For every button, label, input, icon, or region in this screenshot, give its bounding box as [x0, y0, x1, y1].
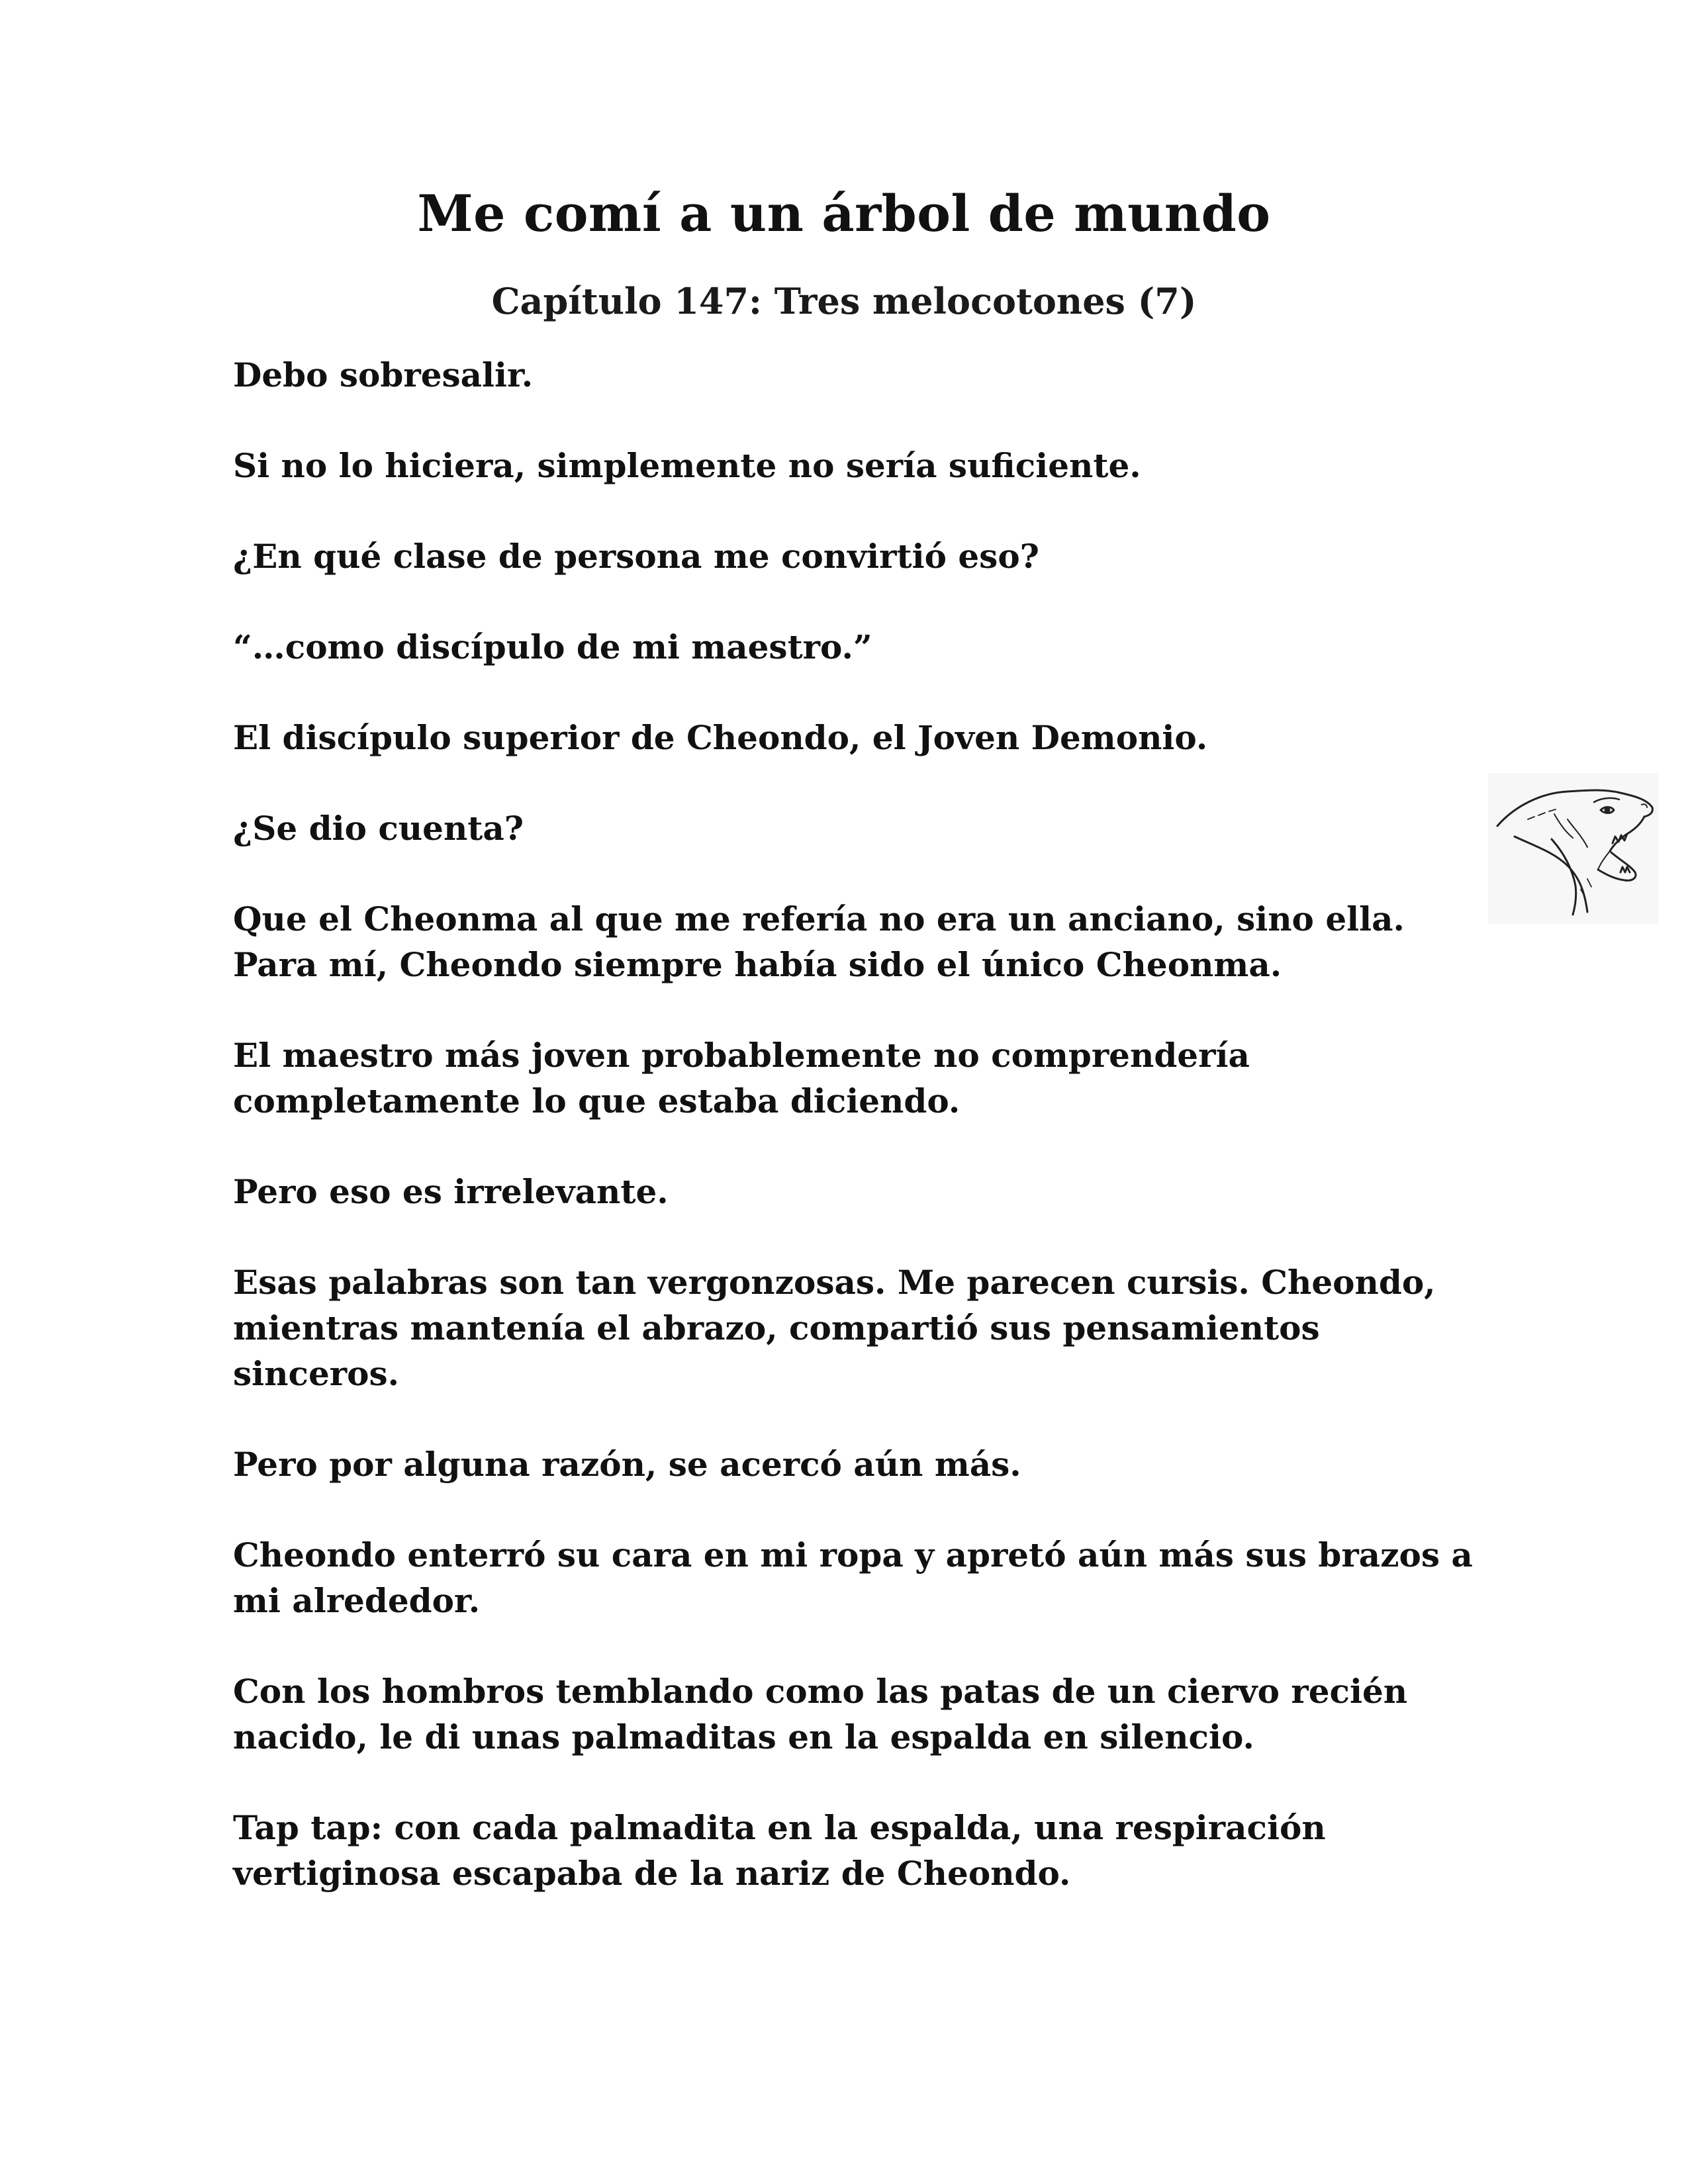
paragraph: Esas palabras son tan vergonzosas. Me parecen cursis. Cheondo, mientras mantenía el abrazo, compartió sus pensamientos sinceros.	[233, 1263, 1436, 1393]
paragraph: Tap tap: con cada palmadita en la espalda, una respiración vertiginosa escapaba de la nariz de Cheondo.	[233, 1808, 1326, 1893]
paragraph: Debo sobresalir.	[233, 355, 534, 394]
paragraph: Pero eso es irrelevante.	[233, 1172, 669, 1211]
body-text	[233, 352, 1491, 1941]
paragraph: Con los hombros temblando como las patas de un ciervo recién nacido, le di unas palmaditas en la espalda en silencio.	[233, 1672, 1408, 1756]
paragraph: Si no lo hiciera, simplemente no sería suficiente.	[233, 446, 1141, 485]
paragraph: “…como discípulo de mi maestro.”	[233, 627, 872, 666]
paragraph: El discípulo superior de Cheondo, el Joven Demonio.	[233, 718, 1208, 757]
dinosaur-sketch-icon	[1488, 773, 1659, 924]
paragraph: ¿En qué clase de persona me convirtió eso?	[233, 537, 1039, 576]
paragraph: El maestro más joven probablemente no comprendería completamente lo que estaba diciendo.	[233, 1036, 1250, 1120]
paragraph: Pero por alguna razón, se acercó aún más.	[233, 1445, 1021, 1484]
paragraph: Que el Cheonma al que me refería no era un anciano, sino ella. Para mí, Cheondo siempre había sido el único Cheonma.	[233, 899, 1405, 984]
chapter-subtitle: Capítulo 147: Tres melocotones (7)	[491, 280, 1197, 322]
paragraph: Cheondo enterró su cara en mi ropa y apretó aún más sus brazos a mi alrededor.	[233, 1535, 1473, 1620]
document-title: Me comí a un árbol de mundo	[417, 184, 1271, 243]
paragraph: ¿Se dio cuenta?	[233, 809, 524, 848]
